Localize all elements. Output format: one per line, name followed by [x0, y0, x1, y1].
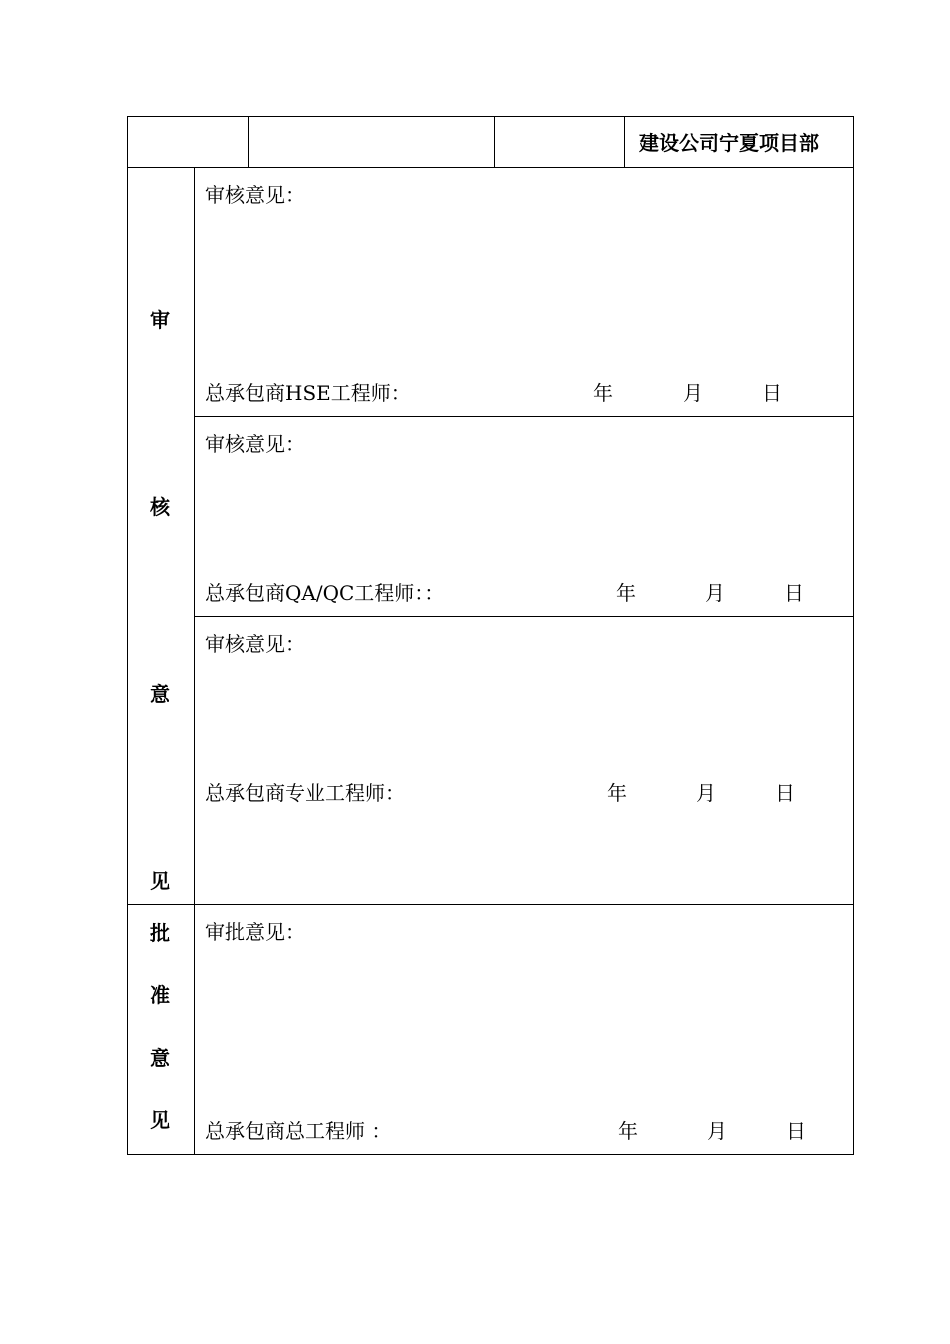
label-column-divider: [194, 167, 195, 1155]
header-divider-1: [248, 116, 249, 167]
day-label: 日: [786, 1119, 806, 1143]
signer-label: 总承包商HSE工程师：: [205, 381, 411, 405]
review-approval-separator: [127, 904, 854, 905]
year-label: 年: [593, 381, 613, 405]
approval-label-char: 准: [150, 983, 170, 1007]
review-label-char: 见: [150, 869, 170, 893]
month-label: 月: [707, 1119, 727, 1143]
signer-label: 总承包商专业工程师：: [205, 781, 405, 805]
header-bottom-border: [127, 167, 854, 168]
day-label: 日: [775, 781, 795, 805]
header-divider-3: [624, 116, 625, 167]
year-label: 年: [607, 781, 627, 805]
month-label: 月: [683, 381, 703, 405]
header-divider-2: [494, 116, 495, 167]
approval-label-char: 意: [150, 1046, 170, 1070]
month-label: 月: [696, 781, 716, 805]
day-label: 日: [762, 381, 782, 405]
opinion-label: 审核意见：: [205, 632, 305, 656]
review-label-char: 意: [150, 682, 170, 706]
approval-label-char: 见: [150, 1108, 170, 1132]
review-block-1-separator: [194, 416, 854, 417]
review-block-2-separator: [194, 616, 854, 617]
day-label: 日: [784, 581, 804, 605]
review-label-char: 核: [150, 495, 170, 519]
signer-label: 总承包商QA/QC工程师：：: [205, 581, 445, 605]
year-label: 年: [618, 1119, 638, 1143]
approval-opinion-label: 审批意见：: [205, 920, 305, 944]
review-label-char: 审: [150, 308, 170, 332]
opinion-label: 审核意见：: [205, 432, 305, 456]
approval-label-char: 批: [150, 921, 170, 945]
company-name: 建设公司宁夏项目部: [639, 131, 819, 155]
signer-label: 总承包商总工程师 ：: [205, 1119, 392, 1143]
month-label: 月: [705, 581, 725, 605]
year-label: 年: [616, 581, 636, 605]
opinion-label: 审核意见：: [205, 183, 305, 207]
